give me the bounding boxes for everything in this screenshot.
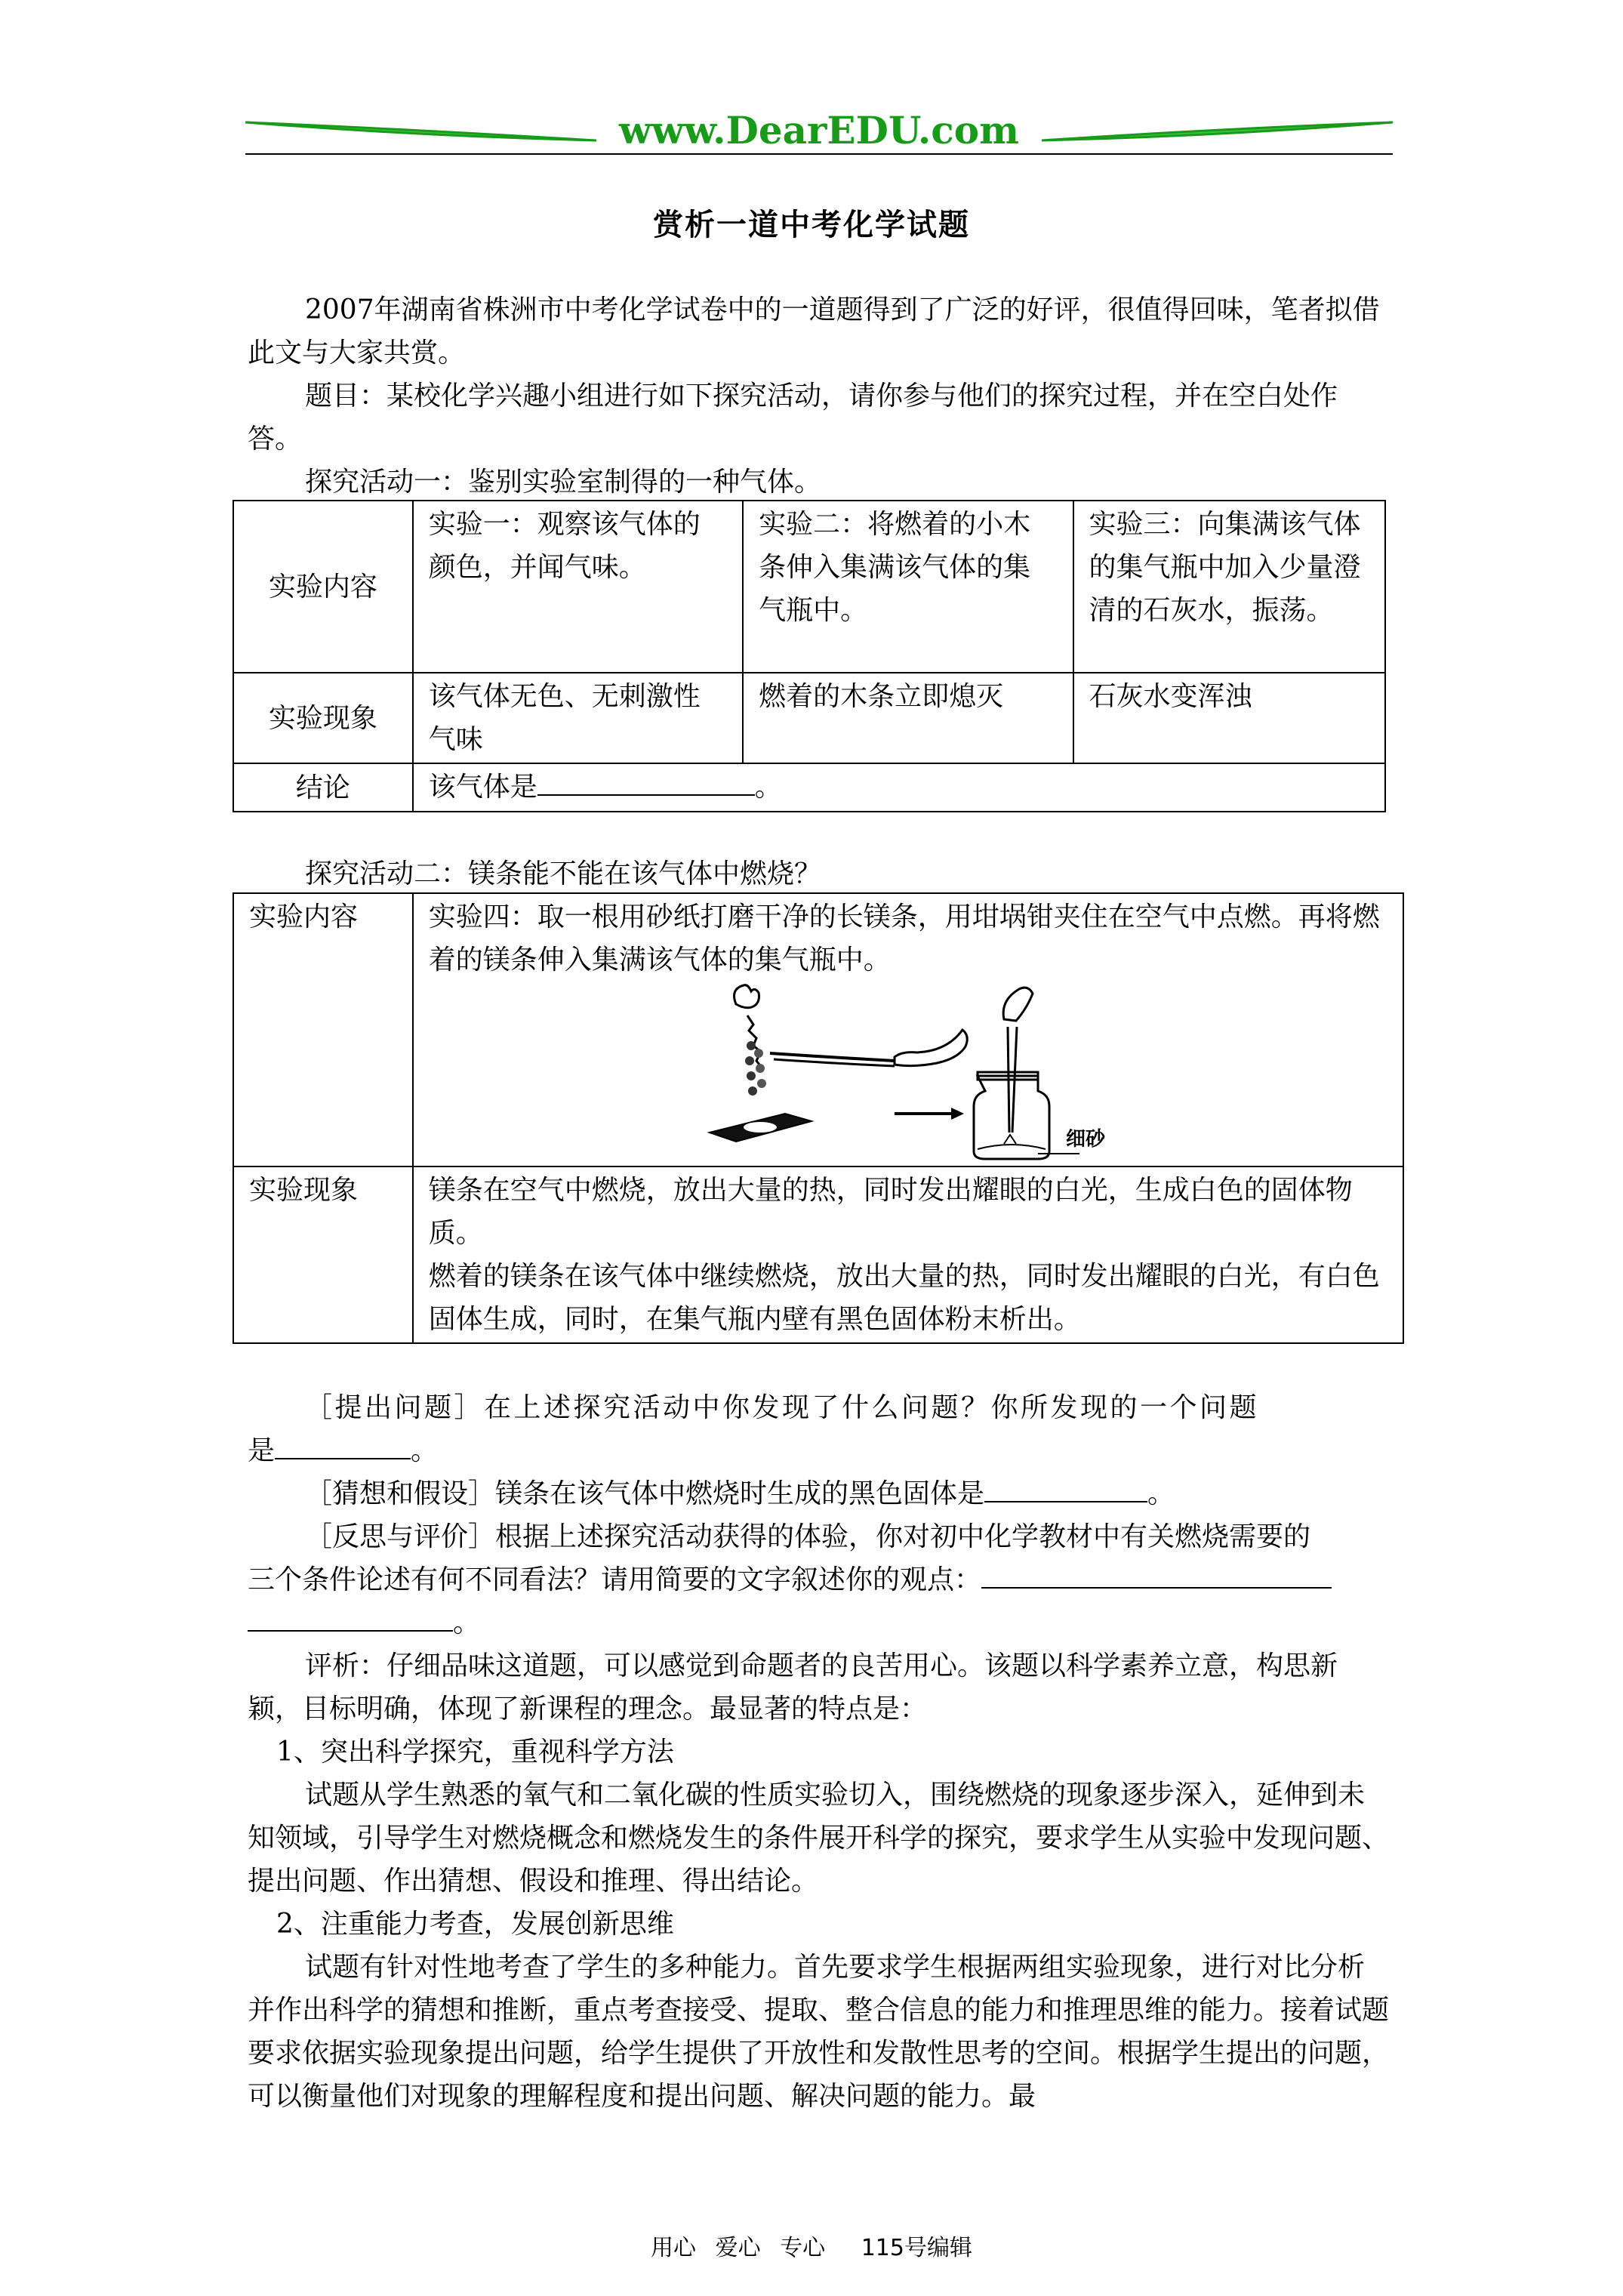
tongs-in-jar-icon: [1008, 1027, 1009, 1133]
experiment-2-phenomenon: 燃着的木条立即熄灭: [743, 673, 1073, 763]
conclusion-prefix: 该气体是: [428, 772, 537, 803]
experiment-1-content: 实验一：观察该气体的颜色，并闻气味。: [413, 501, 743, 673]
q2-prefix: ［猜想和假设］镁条在该气体中燃烧时生成的黑色固体是: [305, 1478, 985, 1509]
experiment-1-phenomenon: 该气体无色、无刺激性气味: [413, 673, 743, 763]
left-swoosh: [245, 122, 596, 140]
q1-suffix: 。: [411, 1435, 439, 1466]
intro-paragraph: 2007年湖南省株洲市中考化学试卷中的一道题得到了广泛的好评，很值得回味，笔者拟借此文与大家共赏。: [248, 294, 1380, 368]
q3-text: 三个条件论述有何不同看法？请用简要的文字叙述你的观点：: [248, 1564, 982, 1595]
experiment-2-content: 实验二：将燃着的小木条伸入集满该气体的集气瓶中。: [743, 501, 1073, 673]
activity2-heading: 探究活动二：镁条能不能在该气体中燃烧？: [305, 858, 822, 889]
question-intro: 题目：某校化学兴趣小组进行如下探究活动，请你参与他们的探究过程，并在空白处作答。: [248, 381, 1338, 455]
experiment-illustration: [706, 982, 1129, 1163]
point-1-text: 试题从学生熟悉的氧气和二氧化碳的性质实验切入，围绕燃烧的现象逐步深入，延伸到未知领域，引导学生对燃烧概念和燃烧发生的条件展开科学的探究，要求学生从实验中发现问题、提出问题、作出猜想、假设和推理、得出结论。: [248, 1780, 1390, 1897]
row-label-phenomenon-2: 实验现象: [233, 1166, 413, 1343]
question-3-line-3: [248, 1601, 480, 1644]
q1-prefix: 是: [248, 1435, 276, 1466]
analysis-paragraph: 评析：仔细品味这道题，可以感觉到命题者的良苦用心。该题以科学素养立意，构思新颖，目标明确，体现了新课程的理念。最显著的特点是：: [248, 1650, 1338, 1724]
q2-answer-blank[interactable]: [984, 1478, 1147, 1502]
question-1-line-2: [248, 1429, 438, 1472]
right-swoosh: [1042, 122, 1393, 140]
burning-residue-icon: [745, 1041, 766, 1096]
experiment-3-phenomenon: 石灰水变浑浊: [1073, 673, 1385, 763]
experiment-3-content: 实验三：向集满该气体的集气瓶中加入少量澄清的石灰水，振荡。: [1073, 501, 1385, 673]
row-label-conclusion: 结论: [233, 763, 413, 812]
footer-word-3: 专心: [780, 2235, 826, 2261]
q1-answer-blank[interactable]: [275, 1435, 411, 1459]
question-3-line-1: ［反思与评价］根据上述探究活动获得的体验，你对初中化学教材中有关燃烧需要的: [305, 1521, 1311, 1552]
row-label-content: 实验内容: [233, 501, 413, 673]
hand-top-icon: [1003, 988, 1033, 1021]
row-label-phenomenon: 实验现象: [233, 673, 413, 763]
conclusion-cell: [413, 763, 1385, 812]
footer-editor: 115号编辑: [861, 2235, 972, 2261]
question-3-line-2: [248, 1558, 1332, 1601]
row-label-content-2: 实验内容: [233, 893, 413, 1166]
site-logo-text: www.DearEDU.com: [618, 108, 1020, 153]
q3-answer-blank-1[interactable]: [981, 1564, 1332, 1589]
experiment-4-phenomenon-cell: [413, 1166, 1403, 1343]
activity1-heading: 探究活动一：鉴别实验室制得的一种气体。: [305, 467, 822, 498]
figure-label-sand: 细砂: [1066, 1128, 1106, 1151]
sand-layer-icon: [978, 1145, 1046, 1149]
phenomenon-air: 镁条在空气中燃烧，放出大量的热，同时发出耀眼的白光，生成白色的固体物质。: [428, 1175, 1353, 1249]
phenomenon-gas: 燃着的镁条在该气体中继续燃烧，放出大量的热，同时发出耀眼的白光，有白色固体生成，同时，在集气瓶内壁有黑色固体粉末析出。: [428, 1261, 1380, 1335]
point-1-title: 1、突出科学探究，重视科学方法: [276, 1737, 674, 1767]
activity1-table: [233, 500, 1386, 812]
point-2-text: 试题有针对性地考查了学生的多种能力。首先要求学生根据两组实验现象，进行对比分析并作出科学的猜想和推断，重点考查接受、提取、整合信息的能力和推理思维的能力。接着试题要求依据实验现象提出问题，给学生提供了开放性和发散性思考的空间。根据学生提出的问题，可以衡量他们对现象的理解程度和提出问题、解决问题的能力。最: [248, 1952, 1390, 2112]
question-2-line: [305, 1472, 1175, 1515]
footer-word-2: 爱心: [715, 2235, 761, 2261]
footer-word-1: 用心: [651, 2235, 697, 2261]
experiment-4-content: 实验四：取一根用砂纸打磨干净的长镁条，用坩埚钳夹住在空气中点燃。再将燃着的镁条伸入集满该气体的集气瓶中。: [428, 901, 1380, 975]
point-2-title: 2、注重能力考查，发展创新思维: [276, 1909, 674, 1940]
header-logo-banner: [242, 106, 1397, 159]
hand-right-icon: [895, 1030, 967, 1066]
document-title: 赏析一道中考化学试题: [653, 207, 970, 242]
q2-suffix: 。: [1147, 1478, 1175, 1509]
q3-answer-blank-2[interactable]: [248, 1607, 453, 1632]
conclusion-suffix: 。: [754, 772, 782, 803]
q3-suffix: 。: [453, 1607, 481, 1638]
page-footer: [0, 2229, 1623, 2262]
question-1-line-1: ［提出问题］在上述探究活动中你发现了什么问题？你所发现的一个问题: [305, 1392, 1260, 1423]
hand-left-icon: [735, 985, 759, 1008]
conclusion-answer-blank[interactable]: [537, 772, 755, 796]
header-rule: [245, 153, 1393, 155]
gas-jar-icon: [974, 1076, 1049, 1159]
